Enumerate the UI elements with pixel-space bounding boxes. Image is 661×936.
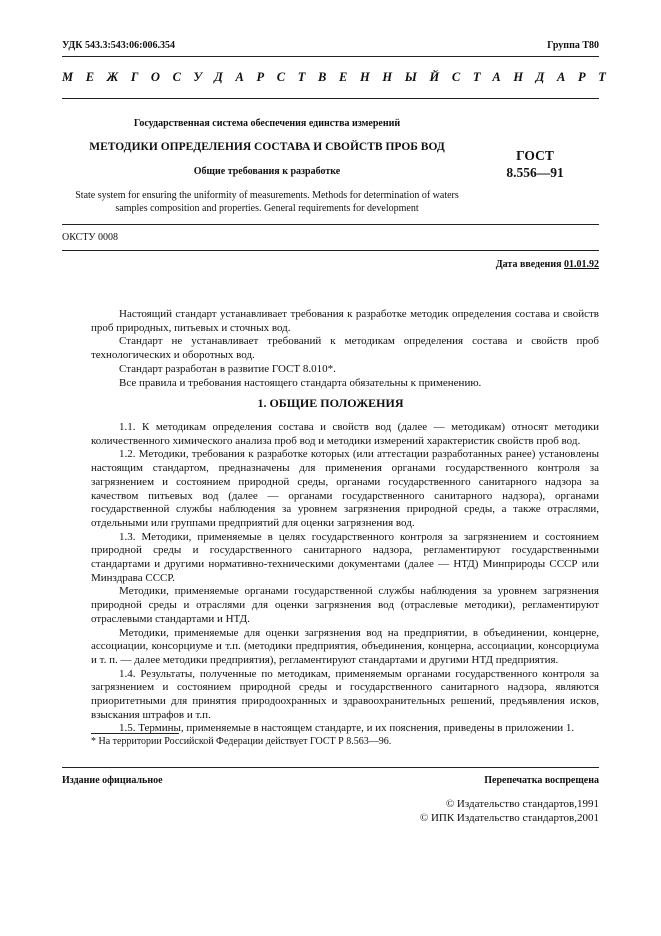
section-paragraph: 1.1. К методикам определения состава и свойств вод (далее — методикам) относят методики количественного химического анализа проб вод и методики измерений характеристик свойств проб вод. (91, 421, 599, 447)
group-code: Группа Т80 (547, 40, 599, 51)
copyright-block (420, 798, 599, 825)
section-paragraph: Методики, применяемые для оценки загрязнения вод на предприятии, в объединении, концерне, ассоциации, консорциуме и т.п. (методики предприятия, объединения, концерна, ассоциации, консорциума и т. п. — далее методики предприятия), регламентируют стандартами и другими НТД предприятия. (91, 626, 599, 666)
gost-designation (500, 147, 570, 181)
footnote-rule (91, 733, 179, 734)
copyright-line: © ИПК Издательство стандартов,2001 (419, 811, 599, 824)
banner-word: МЕЖГОСУДАРСТВЕННЫЙ (62, 70, 452, 84)
english-title: State system for ensuring the uniformity of measurements. Methods for determination of waters samples composition and properties. General requirements for development (75, 190, 459, 214)
udk-code: УДК 543.3:543:06:006.354 (62, 40, 175, 51)
date-value: 01.01.92 (564, 259, 599, 270)
banner-word: СТАНДАРТ (451, 70, 619, 84)
section-paragraph: 1.5. Термины, применяемые в настоящем стандарте, и их пояснения, приведены в приложении 1. (119, 722, 575, 735)
footer-rule (62, 767, 599, 768)
section-body (91, 421, 599, 736)
okstu-code: ОКСТУ 0008 (62, 232, 119, 243)
intro-paragraph: Все правила и требования настоящего стандарта обязательны к применению. (119, 376, 482, 389)
gost-label: ГОСТ (516, 148, 554, 163)
okstu-rule (62, 250, 599, 251)
header-rule (62, 56, 599, 57)
system-name: Государственная система обеспечения единства измерений (133, 118, 401, 129)
reprint-prohibited: Перепечатка воспрещена (484, 775, 599, 786)
intro-paragraph: Стандарт не устанавливает требований к методикам определения состава и свойств проб технологических и оборотных вод. (91, 335, 599, 362)
section-heading: 1. ОБЩИЕ ПОЛОЖЕНИЯ (257, 396, 404, 410)
section-paragraph: 1.4. Результаты, полученные по методикам, применяемым органами государственного контроля за загрязнением и состоянием природной среды и государственного санитарного надзора, являются приоритетными для принятия природоохранных и здравоохранительных решений, предъявления исков, взыскания штрафов и т.п. (91, 667, 599, 721)
title-rule (62, 224, 599, 225)
section-paragraph: 1.2. Методики, требования к разработке которых (или аттестации разработанных ранее) установлены настоящим стандартом, предназначены для применения органами государственного контроля за загрязнением и состоянием природной среды, органами государственного санитарного надзора за качеством питьевых вод (далее — органами государственного санитарного надзора), органами государственной службы наблюдения за уровнем загрязнения природной среды, а также отраслями, отдельными или группами предприятий для оценки загрязнения вод. (91, 448, 599, 529)
banner-rule (62, 98, 599, 99)
document-subtitle: Общие требования к разработке (193, 166, 341, 177)
copyright-line: © Издательство стандартов,1991 (445, 798, 599, 810)
document-title: МЕТОДИКИ ОПРЕДЕЛЕНИЯ СОСТАВА И СВОЙСТВ ПРОБ ВОД (89, 141, 445, 153)
footnote: * На территории Российской Федерации действует ГОСТ Р 8.563—96. (91, 736, 392, 747)
official-edition: Издание официальное (62, 775, 163, 786)
gost-number: 8.556—91 (506, 165, 564, 180)
section-paragraph: 1.3. Методики, применяемые в целях государственного контроля за загрязнением и состоянием природной среды и государственного санитарного надзора, регламентируют государственными стандартами и другими нормативно-техническими документами (далее — НТД) Минприроды СССР или Минздрава СССР. (91, 530, 599, 584)
intro-paragraph: Настоящий стандарт устанавливает требования к разработке методик определения состава и свойств проб природных, питьевых и сточных вод. (91, 308, 599, 334)
date-label: Дата введения (495, 259, 562, 270)
section-paragraph: Методики, применяемые органами государственной службы наблюдения за уровнем загрязнения природной среды и отраслями для оценки загрязнения вод (отраслевые методики), регламентируют отраслевыми стандартами и НТД. (91, 585, 599, 625)
introduction-date (496, 259, 599, 270)
interstate-standard-banner (62, 70, 619, 85)
intro-text (91, 308, 599, 390)
intro-paragraph: Стандарт разработан в развитие ГОСТ 8.010*. (119, 362, 336, 375)
